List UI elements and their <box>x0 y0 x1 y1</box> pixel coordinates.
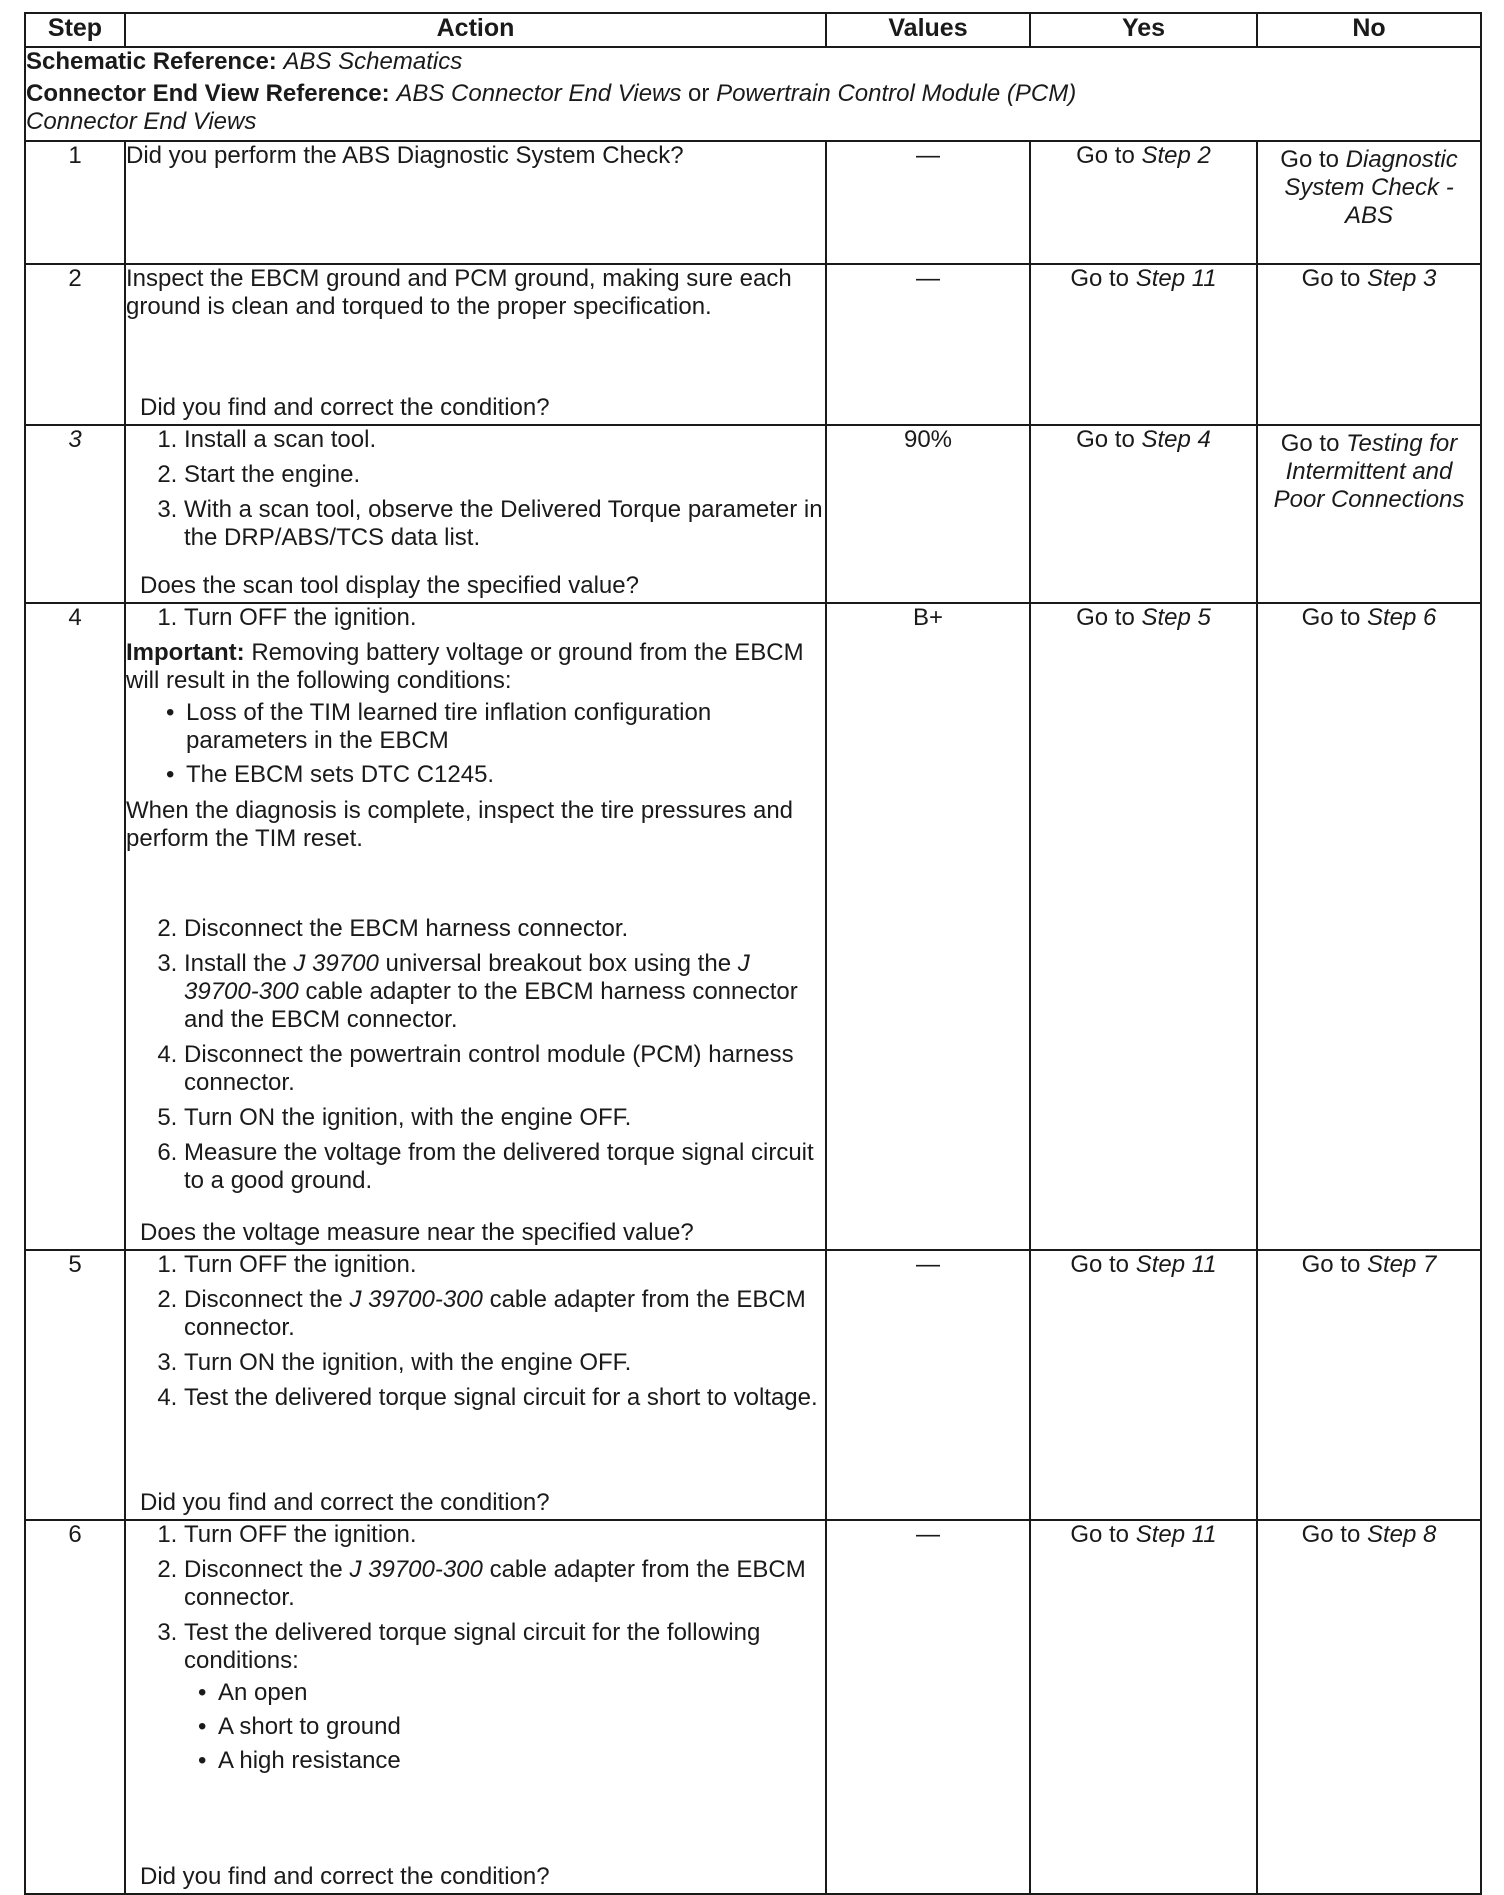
important-note <box>126 639 825 695</box>
step-row-5 <box>25 1250 1481 1520</box>
step-list-continued <box>126 915 825 1195</box>
yes-cell <box>1030 425 1257 603</box>
schematic-reference <box>26 48 1480 76</box>
no-cell <box>1257 1520 1481 1894</box>
bullet-item: • A high resistance <box>218 1747 825 1775</box>
yes-cell <box>1030 264 1257 425</box>
connector-reference-link-pcm[interactable]: Powertrain Control Module (PCM) Connector End Views <box>26 80 1077 135</box>
list-item-text: cable adapter to the EBCM harness connector and the EBCM connector. <box>184 978 798 1033</box>
go-to-label: Go to <box>1280 430 1340 457</box>
values-cell: — <box>826 1520 1030 1894</box>
values-cell: — <box>826 264 1030 425</box>
yes-step-link[interactable]: Step 11 <box>1135 1251 1217 1278</box>
connector-reference-or: or <box>688 80 710 107</box>
yes-step-link[interactable]: Step 4 <box>1141 426 1211 453</box>
connector-reference-label: Connector End View Reference: <box>26 80 390 107</box>
step-instruction: Inspect the EBCM ground and PCM ground, making sure each ground is clean and torqued to the proper specification. <box>126 265 792 320</box>
yes-step-link[interactable]: Step 5 <box>1141 604 1211 631</box>
step-list <box>126 1521 825 1775</box>
step-question: Did you find and correct the condition? <box>140 1489 550 1516</box>
step-question: Does the scan tool display the specified value? <box>140 572 639 599</box>
tool-reference: J 39700-300 <box>349 1286 483 1313</box>
list-item: 2. Disconnect the EBCM harness connector. <box>184 915 825 943</box>
go-to-label: Go to <box>1076 142 1135 169</box>
bullet-item: • An open <box>218 1679 825 1707</box>
step-number: 1 <box>25 141 125 264</box>
list-item: 2. Start the engine. <box>184 461 825 489</box>
completion-note: When the diagnosis is complete, inspect the tire pressures and perform the TIM reset. <box>126 797 794 852</box>
list-item <box>184 1619 825 1775</box>
tool-reference: J 39700-300 <box>349 1556 483 1583</box>
condition-bullets <box>126 699 825 789</box>
yes-cell <box>1030 1520 1257 1894</box>
diagnostic-table <box>24 12 1482 1895</box>
step-number: 4 <box>25 603 125 1250</box>
header-action: Action <box>125 13 826 47</box>
no-cell <box>1257 141 1481 264</box>
no-step-link[interactable]: Step 7 <box>1366 1251 1437 1278</box>
list-item: 4. Disconnect the powertrain control module (PCM) harness connector. <box>184 1041 825 1097</box>
header-step: Step <box>25 13 125 47</box>
step-number: 6 <box>25 1520 125 1894</box>
step-question: Did you find and correct the condition? <box>140 394 550 421</box>
list-item: 1. Turn OFF the ignition. <box>184 1251 825 1279</box>
values-cell: B+ <box>826 603 1030 1250</box>
important-text: Removing battery voltage or ground from the EBCM will result in the following conditions: <box>126 639 804 694</box>
go-to-label: Go to <box>1301 604 1361 631</box>
header-row <box>25 13 1481 47</box>
step-row-3 <box>25 425 1481 603</box>
list-item-text: Disconnect the <box>184 1556 343 1583</box>
list-item: 5. Turn ON the ignition, with the engine OFF. <box>184 1104 825 1132</box>
no-step-link[interactable]: Step 3 <box>1366 265 1437 292</box>
no-step-link[interactable]: Testing for Intermittent and Poor Connections <box>1273 430 1465 513</box>
yes-cell <box>1030 603 1257 1250</box>
no-step-link[interactable]: Diagnostic System Check - ABS <box>1284 146 1458 229</box>
tool-reference: J 39700 <box>293 950 379 977</box>
yes-cell <box>1030 141 1257 264</box>
step-number: 2 <box>25 264 125 425</box>
important-label: Important: <box>126 639 245 666</box>
tool-reference: J 39700-300 <box>184 950 750 1005</box>
go-to-label: Go to <box>1301 265 1361 292</box>
list-item <box>184 1286 825 1342</box>
values-cell: 90% <box>826 425 1030 603</box>
bullet-item: • A short to ground <box>218 1713 825 1741</box>
no-cell <box>1257 603 1481 1250</box>
go-to-label: Go to <box>1070 1251 1130 1278</box>
list-item: 1. Turn OFF the ignition. <box>184 604 825 632</box>
connector-reference <box>26 80 1166 136</box>
list-item: 4. Test the delivered torque signal circuit for a short to voltage. <box>184 1384 825 1412</box>
action-cell <box>125 425 826 603</box>
step-list <box>126 1251 825 1412</box>
yes-step-link[interactable]: Step 11 <box>1135 265 1217 292</box>
no-cell <box>1257 264 1481 425</box>
go-to-label: Go to <box>1301 1521 1361 1548</box>
list-item: 1. Install a scan tool. <box>184 426 825 454</box>
action-cell <box>125 264 826 425</box>
schematic-reference-link[interactable]: ABS Schematics <box>283 48 463 75</box>
yes-step-link[interactable]: Step 11 <box>1135 1521 1217 1548</box>
action-cell <box>125 141 826 264</box>
condition-bullets <box>184 1679 825 1775</box>
list-item: 1. Turn OFF the ignition. <box>184 1521 825 1549</box>
yes-cell <box>1030 1250 1257 1520</box>
step-number: 5 <box>25 1250 125 1520</box>
list-item-text: Install the <box>184 950 287 977</box>
no-cell <box>1257 425 1481 603</box>
list-item: 6. Measure the voltage from the delivered torque signal circuit to a good ground. <box>184 1139 825 1195</box>
bullet-item: • The EBCM sets DTC C1245. <box>186 761 825 789</box>
step-question: Did you find and correct the condition? <box>140 1863 550 1890</box>
step-row-2 <box>25 264 1481 425</box>
action-cell <box>125 1250 826 1520</box>
no-step-link[interactable]: Step 6 <box>1366 604 1437 631</box>
step-row-6 <box>25 1520 1481 1894</box>
action-cell <box>125 603 826 1250</box>
list-item <box>184 1556 825 1612</box>
step-question: Does the voltage measure near the specified value? <box>140 1219 694 1246</box>
go-to-label: Go to <box>1280 146 1339 173</box>
yes-step-link[interactable]: Step 2 <box>1141 142 1211 169</box>
reference-row <box>25 47 1481 141</box>
list-item-text: universal breakout box using the <box>385 950 732 977</box>
step-row-4 <box>25 603 1481 1250</box>
header-values: Values <box>826 13 1030 47</box>
list-item: 3. With a scan tool, observe the Delivered Torque parameter in the DRP/ABS/TCS data list. <box>184 496 825 552</box>
go-to-label: Go to <box>1076 604 1135 631</box>
list-item-text: cable adapter from the EBCM connector. <box>184 1286 806 1341</box>
header-yes: Yes <box>1030 13 1257 47</box>
schematic-reference-label: Schematic Reference: <box>26 48 277 75</box>
step-question: Did you perform the ABS Diagnostic System Check? <box>126 142 684 169</box>
list-item: 3. Turn ON the ignition, with the engine OFF. <box>184 1349 825 1377</box>
list-item-text: Disconnect the <box>184 1286 343 1313</box>
list-item-text: cable adapter from the EBCM connector. <box>184 1556 806 1611</box>
go-to-label: Go to <box>1301 1251 1361 1278</box>
go-to-label: Go to <box>1070 265 1130 292</box>
values-cell: — <box>826 141 1030 264</box>
list-item <box>184 950 825 1034</box>
go-to-label: Go to <box>1076 426 1135 453</box>
step-row-1 <box>25 141 1481 264</box>
go-to-label: Go to <box>1070 1521 1130 1548</box>
reference-cell <box>25 47 1481 141</box>
bullet-item: • Loss of the TIM learned tire inflation configuration parameters in the EBCM <box>186 699 825 755</box>
action-cell <box>125 1520 826 1894</box>
step-list <box>126 604 825 632</box>
connector-reference-link-abs[interactable]: ABS Connector End Views <box>396 80 682 107</box>
step-number: 3 <box>25 425 125 603</box>
list-item-text: Test the delivered torque signal circuit for the following conditions: <box>184 1619 761 1674</box>
values-cell: — <box>826 1250 1030 1520</box>
header-no: No <box>1257 13 1481 47</box>
no-cell <box>1257 1250 1481 1520</box>
no-step-link[interactable]: Step 8 <box>1366 1521 1437 1548</box>
step-list <box>126 426 825 552</box>
